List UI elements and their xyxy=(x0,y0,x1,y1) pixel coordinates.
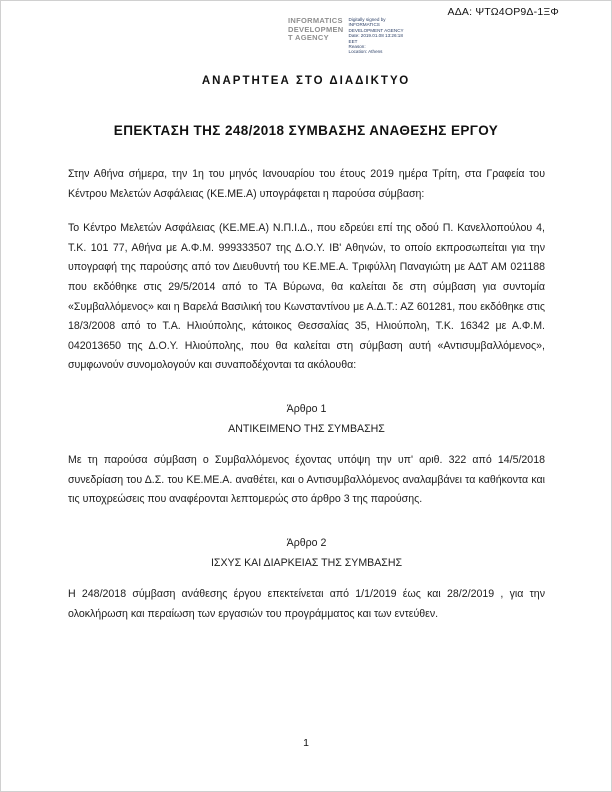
signature-detail-line: INFORMATICS xyxy=(348,22,380,28)
digital-signature-stamp xyxy=(288,17,404,55)
signature-detail-line: EET xyxy=(348,38,358,44)
signature-detail-line: DEVELOPMENT AGENCY xyxy=(348,27,404,33)
signature-agency-line: DEVELOPMEN xyxy=(288,24,344,34)
article-1-heading: Άρθρο 1 xyxy=(286,402,327,415)
page-number: 1 xyxy=(303,737,309,749)
web-posting-notice: ΑΝΑΡΤΗΤΕΑ ΣΤΟ ΔΙΑΔΙΚΤΥΟ xyxy=(201,75,411,87)
signature-details xyxy=(349,17,404,55)
article-1-subheading: ΑΝΤΙΚΕΙΜΕΝΟ ΤΗΣ ΣΥΜΒΑΣΗΣ xyxy=(228,422,385,435)
signature-agency-line: INFORMATICS xyxy=(288,16,343,25)
signature-detail-line: Date: 2019.01.08 13:26:18 xyxy=(348,33,403,39)
article-2-heading: Άρθρο 2 xyxy=(286,536,327,549)
parties-paragraph: Το Κέντρο Μελετών Ασφάλειας (ΚΕ.ΜΕ.Α) Ν.Π.Ι.Δ., που εδρεύει επί της οδού Π. Κανελλοπούλου 4, Τ.Κ. 101 77, Αθήνα με Α.Φ.Μ. 999333507 της Δ.Ο.Υ. ΙΒ' Αθηνών, το οποίο εκπροσωπείται για την υπογραφή της παρούσης από τον Διευθυντή του ΚΕ.ΜΕ.Α. Τριφύλλη Παναγιώτη με ΑΔΤ ΑΜ 021188 που εκδόθηκε στις 29/5/2014 από το ΤΑ Βύρωνα, θα καλείται δε στη σύμβαση για συντομία «Συμβαλλόμενος» και η Βαρελά Βασιλική του Κωνσταντίνου με Α.Δ.Τ.: ΑΖ 601281, που εκδόθηκε στις 18/3/2008 από το Τ.Α. Ηλιούπολης, κάτοικος Θεσσαλίας 35, Ηλιούπολη, Τ.Κ. 16342 με Α.Φ.Μ. 042013650 της Δ.Ο.Υ. Ηλιούπολης, που θα καλείται στη σύμβαση αυτή «Αντισυμβαλλόμενος», συμφωνούν συνομολογούν και συναποδέχονται τα ακόλουθα: xyxy=(68,222,545,372)
document-body xyxy=(68,165,545,639)
signature-agency-line: T AGENCY xyxy=(288,33,329,42)
article-1-body: Με τη παρούσα σύμβαση ο Συμβαλλόμενος έχοντας υπόψη την υπ' αριθ. 322 από 14/5/2018 συνεδρίαση του Δ.Σ. του ΚΕ.ΜΕ.Α. αναθέτει, και ο Αντισυμβαλλόμενος αναλαμβάνει τα καθήκοντα και τις υποχρεώσεις που αναφέρονται λεπτομερώς στο άρθρο 3 της παρούσης. xyxy=(68,454,545,506)
signature-detail-line: Reason: xyxy=(348,44,366,50)
article-2-subheading: ΙΣΧΥΣ ΚΑΙ ΔΙΑΡΚΕΙΑΣ ΤΗΣ ΣΥΜΒΑΣΗΣ xyxy=(210,556,403,569)
intro-paragraph: Στην Αθήνα σήμερα, την 1η του μηνός Ιανουαρίου του έτους 2019 ημέρα Τρίτη, στα Γραφεία του Κέντρου Μελετών Ασφάλειας (ΚΕ.ΜΕ.Α) υπογράφεται η παρούσα σύμβαση: xyxy=(68,168,545,200)
signature-detail-line: Location: Athens xyxy=(348,49,383,55)
document-title: ΕΠΕΚΤΑΣΗ ΤΗΣ 248/2018 ΣΥΜΒΑΣΗΣ ΑΝΑΘΕΣΗΣ ΕΡΓΟΥ xyxy=(113,123,499,138)
signature-agency-name xyxy=(288,17,344,43)
signature-detail-line: Digitally signed by xyxy=(348,17,386,22)
article-2-body: Η 248/2018 σύμβαση ανάθεσης έργου επεκτείνεται από 1/1/2019 έως και 28/2/2019 , για την ολοκλήρωση και περαίωση των εργασιών του προγράμματος και των εντεύθεν. xyxy=(68,588,545,620)
ada-code: ΑΔΑ: ΨΤΩ4ΟΡ9Δ-1ΞΦ xyxy=(447,6,559,18)
